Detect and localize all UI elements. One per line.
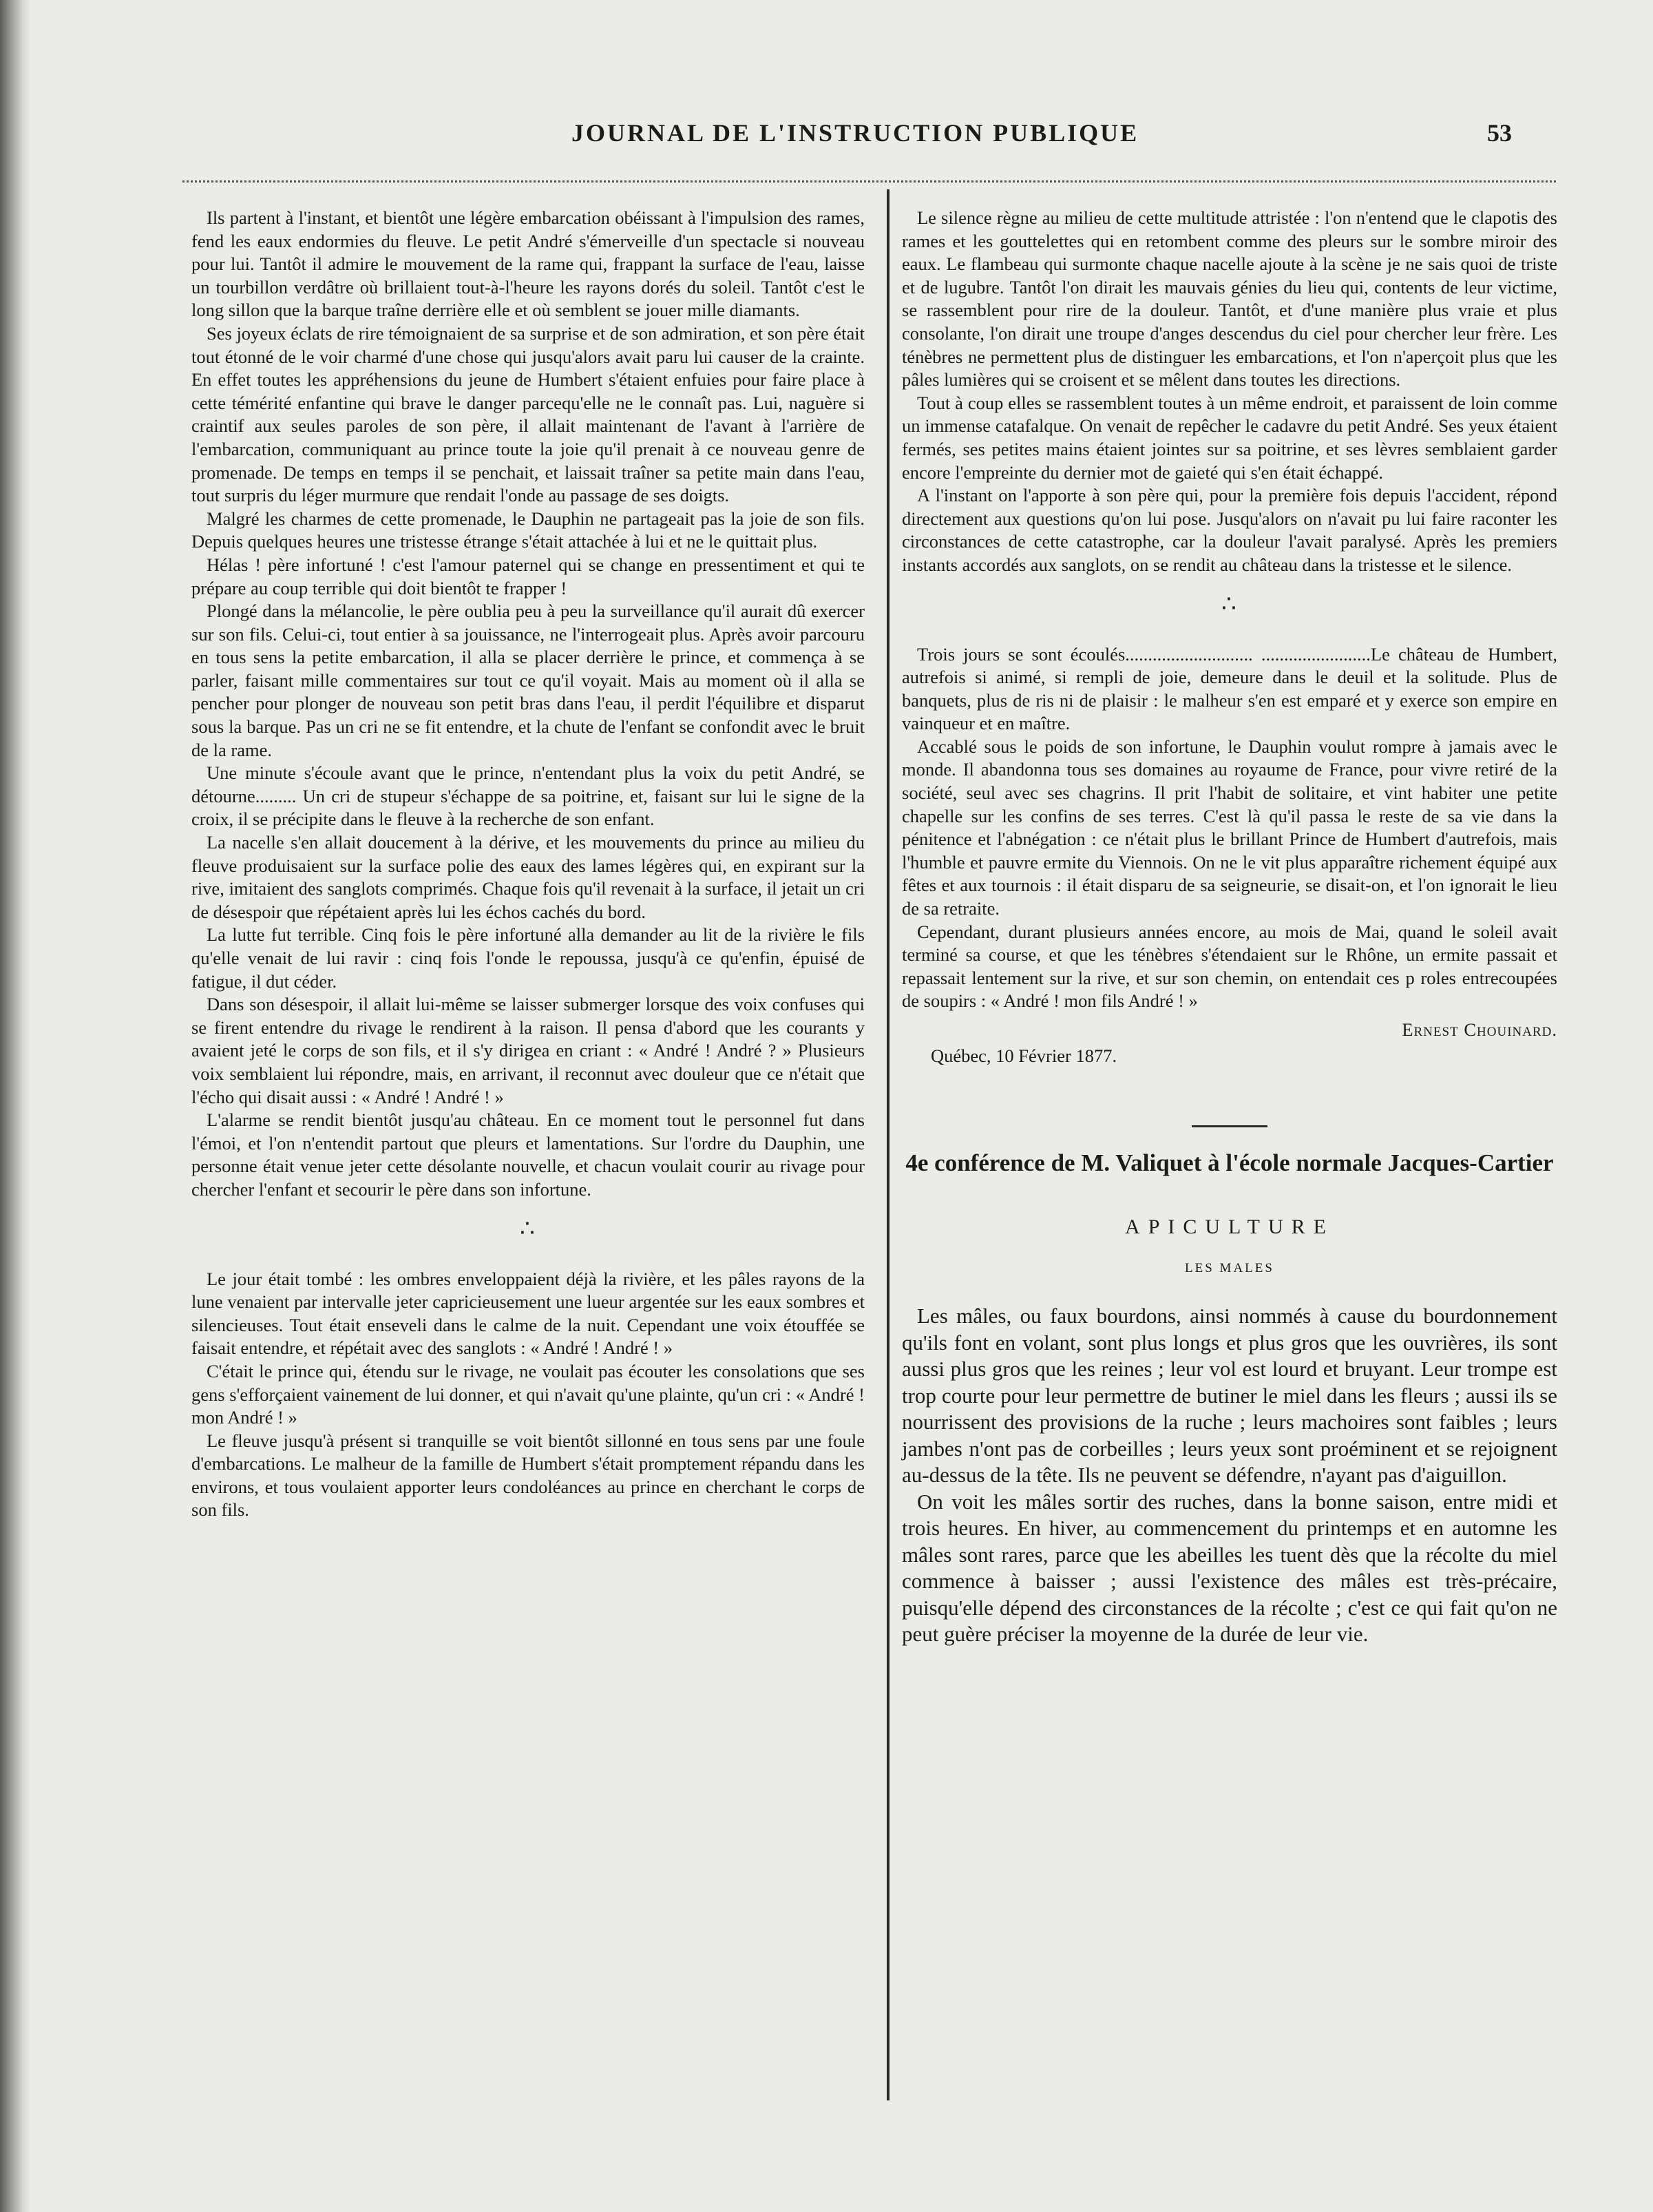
paragraph: La nacelle s'en allait doucement à la dérive, et les mouvements du prince au milieu du fleuve produisaient sur la surface polie des eaux des lames légères qui, en expirant sur la rive, imitaient des sanglots comprimés. Chaque fois qu'il revenait à la surface, il jetait un cri de désespoir que répétaient après lui les échos cachés du bord. [191, 832, 865, 922]
section-break-ornament: ∴ [1221, 591, 1238, 617]
column-divider [887, 189, 889, 2100]
paragraph: Le fleuve jusqu'à présent si tranquille se voit bientôt sillonné en tous sens par une foule d'embarcations. Le malheur de la famille de Humbert s'était promptement répandu dans les environs, et tous voulaient apporter leurs condoléances au prince en cherchant le corps de son fils. [191, 1430, 865, 1521]
left-column [191, 207, 865, 1522]
header-rule [182, 180, 1556, 182]
paragraph: Dans son désespoir, il allait lui-même se laisser submerger lorsque des voix confuses qui se firent entendre du rivage le rendirent à la raison. Il pensa d'abord que les courants y avaient jeté le corps de son fils, et il s'y dirigea en criant : « André ! André ? » Plusieurs voix semblaient lui répondre, mais, en arrivant, il reconnut avec douleur que ce n'était que l'écho qui disait aussi : « André ! André ! » [191, 994, 865, 1107]
paragraph: Accablé sous le poids de son infortune, le Dauphin voulut rompre à jamais avec le monde. Il abandonna tous ses domaines au royaume de France, pour vivre retiré de la société, seul avec ses chagrins. Il prit l'habit de solitaire, et vint habiter une petite chapelle sur les confins de ses terres. C'est là qu'il passa le reste de sa vie dans la pénitence et l'abnégation : ce n'était plus le brillant Prince de Humbert d'autrefois, mais l'humble et pauvre ermite du Viennois. On ne le vit plus apparaître richement équipé aux fêtes et aux tournois : il était disparu de sa seigneurie, se disait-on, et l'on ignorait le lieu de sa retraite. [902, 735, 1557, 919]
paragraph: Malgré les charmes de cette promenade, le Dauphin ne partageait pas la joie de son fils. Depuis quelques heures une tristesse étrange s'était attachée à lui et ne le quittait plus. [191, 508, 865, 552]
paragraph: Ils partent à l'instant, et bientôt une légère embarcation obéissant à l'impulsion des rames, fend les eaux endormies du fleuve. Le petit André s'émerveille d'un spectacle si nouveau pour lui. Tantôt il admire le mouvement de la rame qui, frappant la surface de l'eau, laisse un tourbillon verdâtre où brillaient tout-à-l'heure les rayons dorés du soleil. Tantôt c'est le long sillon que la barque traîne derrière elle et où semblent se jouer mille diamants. [191, 207, 865, 321]
article-title: 4e conférence de M. Valiquet à l'école normale Jacques-Cartier [905, 1149, 1554, 1177]
paragraph: Tout à coup elles se rassemblent toutes à un même endroit, et paraissent de loin comme un immense catafalque. On venait de repêcher le cadavre du petit André. Ses yeux étaient fermés, ses petites mains étaient jointes sur sa poitrine, et ses lèvres semblaient garder encore l'empreinte du dernier mot de gaieté qui s'en était échappé. [902, 392, 1557, 483]
paragraph: Hélas ! père infortuné ! c'est l'amour paternel qui se change en pressentiment et qui te prépare au coup terrible qui doit bientôt te frapper ! [191, 554, 865, 598]
paragraph: Le silence règne au milieu de cette multitude attristée : l'on n'entend que le clapotis des rames et les gouttelettes qui en retombent comme des pleurs sur le sombre miroir des eaux. Le flambeau qui surmonte chaque nacelle ajoute à la scène je ne sais quoi de triste et de lugubre. Tantôt l'on dirait les mauvais génies du lieu qui, contents de leur victime, se rassemblent pour rire de la douleur. Tantôt, et d'une manière plus vraie et plus consolante, l'on dirait une troupe d'anges descendus du ciel pour chercher leur frère. Les ténèbres ne permettent plus de distinguer les embarcations, et l'on n'aperçoit plus que les pâles lumières qui se croisent et se mêlent dans toutes les directions. [902, 207, 1557, 390]
section-break-ornament: ∴ [520, 1215, 536, 1242]
paragraph: La lutte fut terrible. Cinq fois le père infortuné alla demander au lit de la rivière le fils qu'elle venait de lui ravir : cinq fois l'onde le repoussa, jusqu'à ce qu'enfin, épuisé de fatigue, il dut céder. [191, 924, 865, 992]
author-signature: Ernest Chouinard. [1402, 1019, 1557, 1040]
paragraph: L'alarme se rendit bientôt jusqu'au château. En ce moment tout le personnel fut dans l'émoi, et l'on n'entendit partout que pleurs et lamentations. Sur l'ordre du Dauphin, une personne était venue jeter cette désolante nouvelle, et chacun voulait courir au rivage pour chercher l'enfant et secourir le père dans son infortune. [191, 1109, 865, 1200]
paragraph: A l'instant on l'apporte à son père qui, pour la première fois depuis l'accident, répond directement aux questions qu'on lui pose. Jusqu'alors on n'avait pu lui faire raconter les circonstances de cette catastrophe, car la douleur l'avait paralysé. Après les premiers instants accordés aux sanglots, on se rendit au château dans la tristesse et le silence. [902, 485, 1557, 575]
paragraph: Trois jours se sont écoulés............................ ........................Le château de Humbert, autrefois si animé, si rempli de joie, demeure dans le deuil et la solitude. Plus de banquets, plus de ris ni de plaisir : le malheur s'en est emparé et y exerce son empire en vainqueur et en maître. [902, 643, 1557, 734]
paragraph: On voit les mâles sortir des ruches, dans la bonne saison, entre midi et trois heures. En hiver, au commencement du printemps et en automne les mâles sont rares, parce que les abeilles les tuent dès que la récolte du miel commence à baisser ; aussi l'existence des mâles est très-précaire, puisqu'elle dépend des circonstances de la récolte ; c'est ce qui fait qu'on ne peut guère préciser la moyenne de la durée de leur vie. [902, 1489, 1557, 1647]
page-number: 53 [1487, 119, 1512, 147]
paragraph: Cependant, durant plusieurs années encore, au mois de Mai, quand le soleil avait terminé sa course, et que les ténèbres s'étendaient sur le Rhône, un ermite passait et repassait lentement sur la rive, et sur son chemin, on entendait ces p roles entrecoupées de soupirs : « André ! mon fils André ! » [902, 921, 1557, 1012]
paragraph: Une minute s'écoule avant que le prince, n'entendant plus la voix du petit André, se détourne......... Un cri de stupeur s'échappe de sa poitrine, et, faisant sur lui le signe de la croix, il se précipite dans le fleuve à la recherche de son enfant. [191, 762, 865, 830]
right-column [902, 207, 1557, 1648]
paragraph: Ses joyeux éclats de rire témoignaient de sa surprise et de son admiration, et son père était tout étonné de le voir charmé d'une chose qui jusqu'alors avait paru lui causer de la crainte. En effet toutes les appréhensions du jeune de Humbert s'étaient enfuies pour faire place à cette témérité enfantine qui brave le danger parcequ'elle ne le connaît pas. Lui, naguère si craintif aux seules paroles de son père, il allait maintenant de l'avant à l'arrière de l'embarcation, communiquant au prince toute la joie qu'il prenait à ce nouveau genre de promenade. De temps en temps il se penchait, et laissait traîner sa petite main dans l'eau, tout surpris du léger murmure que rendait l'onde au passage de ses doigts. [191, 322, 865, 506]
paragraph: Le jour était tombé : les ombres enveloppaient déjà la rivière, et les pâles rayons de la lune venaient par intervalle jeter capricieusement une lueur argentée sur les eaux sombres et silencieuses. Tout était enseveli dans le calme de la nuit. Cependant une voix étouffée se faisait entendre, et répétait avec des sanglots : « André ! André ! » [191, 1268, 865, 1359]
paragraph: Les mâles, ou faux bourdons, ainsi nommés à cause du bourdonnement qu'ils font en volant, sont plus longs et plus gros que les ouvrières, ils sont aussi plus gros que les reines ; leur vol est lourd et bruyant. Leur trompe est trop courte pour leur permettre de butiner le miel dans les fleurs ; aussi ils se nourrissent des provisions de la ruche ; leurs machoires sont faibles ; leurs jambes n'ont pas de corbeilles ; leurs yeux sont proéminent et se rejoignent au-dessus de la tête. Ils ne peuvent se défendre, n'ayant pas d'aiguillon. [902, 1304, 1557, 1488]
section-title: APICULTURE [1125, 1215, 1334, 1239]
subsection-title: LES MALES [1185, 1260, 1274, 1275]
article-separator-rule [1192, 1125, 1267, 1127]
running-title: JOURNAL DE L'INSTRUCTION PUBLIQUE [571, 119, 1139, 147]
paragraph: Plongé dans la mélancolie, le père oublia peu à peu la surveillance qu'il aurait dû exercer sur son fils. Celui-ci, tout entier à sa jouissance, ne l'interrogeait plus. Après avoir parcouru en tous sens la petite embarcation, il alla se placer derrière le prince, et commença à se parler, faisant mille commentaires sur tout ce qu'il voyait. Mais au moment où il alla se pencher pour plonger de nouveau son petit bras dans l'eau, il perdit l'équilibre et disparut sous la barque. Pas un cri ne se fit entendre, et la chute de l'enfant se confondit avec le bruit de la rame. [191, 601, 865, 760]
binding-edge [0, 0, 30, 2212]
dateline: Québec, 10 Février 1877. [931, 1045, 1117, 1066]
paragraph: C'était le prince qui, étendu sur le rivage, ne voulait pas écouter les consolations que ses gens s'efforçaient vainement de lui donner, et qui n'avait qu'une plainte, qu'un cri : « André ! mon André ! » [191, 1360, 865, 1428]
